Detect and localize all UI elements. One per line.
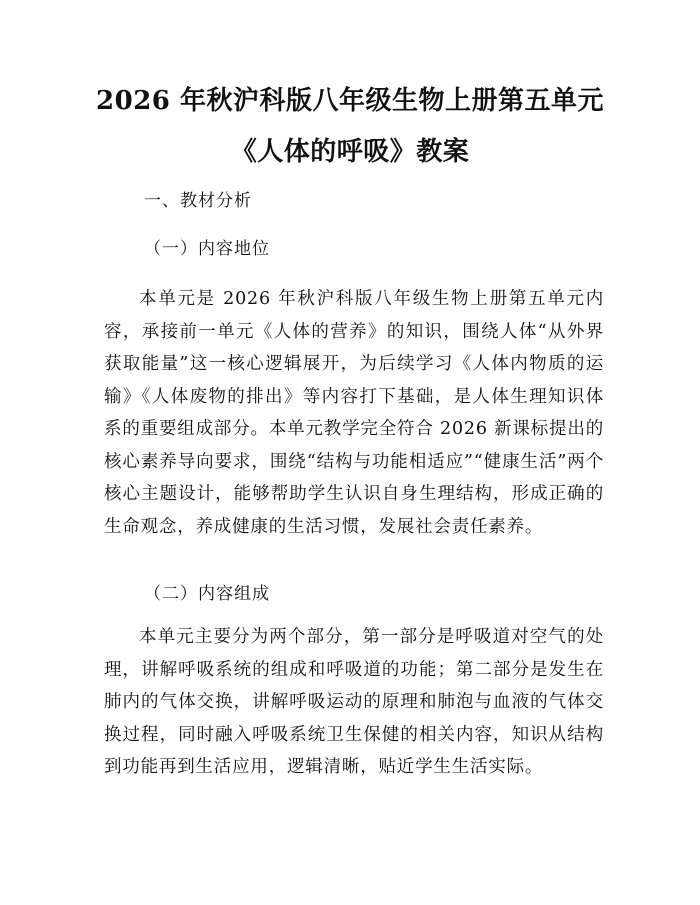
paragraph-content-position: 本单元是 2026 年秋沪科版八年级生物上册第五单元内容，承接前一单元《人体的营养》的知识，围绕人体“从外界获取能量”这一核心逻辑展开，为后续学习《人体内物质的运输》《人体废物的排出》等内容打下基础，是人体生理知识体系的重要组成部分。本单元教学完全符合 2026 新课标提出的核心素养导向要求，围绕“结构与功能相适应”“健康生活”两个核心主题设计，能够帮助学生认识自身生理结构，形成正确的生命观念，养成健康的生活习惯，发展社会责任素养。 xyxy=(104,289,604,537)
subsection-heading-content-composition: （二）内容组成 xyxy=(144,584,270,604)
subsection-heading-content-position: （一）内容地位 xyxy=(144,239,270,259)
paragraph-content-composition: 本单元主要分为两个部分，第一部分是呼吸道对空气的处理，讲解呼吸系统的组成和呼吸道的功能；第二部分是发生在肺内的气体交换，讲解呼吸运动的原理和肺泡与血液的气体交换过程，同时融入呼吸系统卫生保健的相关内容，知识从结构到功能再到生活应用，逻辑清晰，贴近学生生活实际。 xyxy=(104,627,604,777)
document-title-line-2: 《人体的呼吸》教案 xyxy=(230,137,470,167)
section-heading-textbook-analysis: 一、教材分析 xyxy=(144,191,252,211)
document-title-line-1: 2026 年秋沪科版八年级生物上册第五单元 xyxy=(96,86,604,116)
